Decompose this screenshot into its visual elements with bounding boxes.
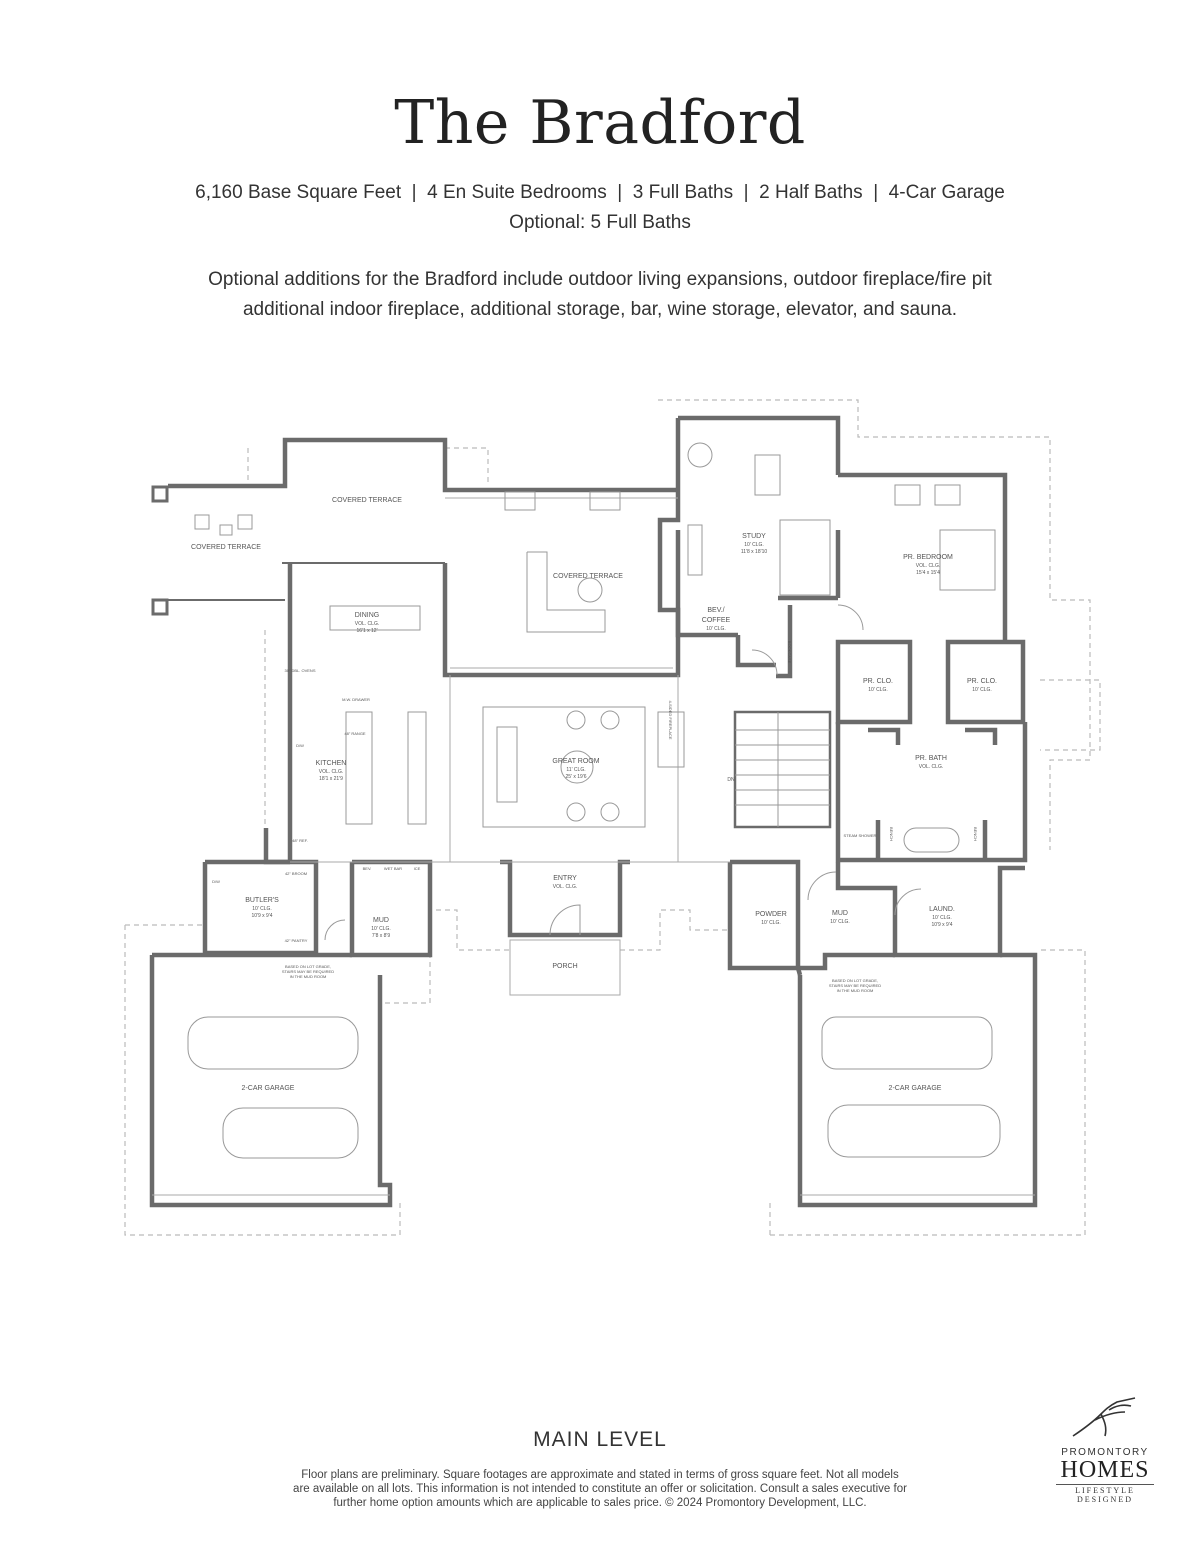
label-entry-clg: VOL. CLG. — [552, 884, 578, 890]
label-ref: 48" REF. — [292, 838, 308, 843]
label-great-room-clg: 11' CLG. — [566, 767, 586, 773]
description-line-1: Optional additions for the Bradford include outdoor living expansions, outdoor fireplace/fire pit — [208, 269, 992, 290]
label-dining: DINING — [354, 612, 380, 619]
disclaimer-line-3: further home option amounts which are applicable to sales price. © 2024 Promontory Development, LLC. — [333, 1497, 867, 1509]
label-pr-bath-clg: VOL. CLG. — [918, 764, 944, 770]
label-covered-terrace-top: COVERED TERRACE — [332, 497, 402, 504]
furniture — [188, 443, 1000, 1158]
label-study-dim: 11'8 x 18'10 — [740, 549, 768, 555]
label-stairs-note-left-1: BASED ON LOT GRADE, — [285, 964, 331, 969]
label-covered-terrace-left: COVERED TERRACE — [191, 544, 261, 551]
label-powder-clg: 10' CLG. — [761, 920, 781, 926]
label-broom: 42" BROOM — [284, 871, 308, 876]
label-bookcase: BOOKCASE — [787, 640, 792, 664]
label-bench-1: BENCH — [889, 826, 894, 842]
label-laundry: LAUND. — [929, 906, 955, 913]
logo-promontory: PROMONTORY — [1061, 1447, 1149, 1458]
label-dining-clg: VOL. CLG. — [354, 621, 380, 627]
label-steam-shower: STEAM SHOWER — [843, 833, 877, 838]
label-butlers-dim: 10'9 x 9'4 — [251, 913, 273, 919]
disclaimer-line-2: are available on all lots. This information is not intended to constitute an offer or solicitation. Consult a sales executive for — [293, 1483, 907, 1495]
room-labels — [191, 497, 997, 1092]
disclaimer — [230, 1468, 970, 1510]
label-great-room-dim: 25' x 19'6 — [565, 774, 587, 780]
label-stairs-note-right-2: STAIRS MAY BE REQUIRED — [828, 983, 882, 988]
specs-line-1: 6,160 Base Square Feet | 4 En Suite Bedrooms | 3 Full Baths | 2 Half Baths | 4-Car Garage — [195, 182, 1005, 203]
label-mud-right: MUD — [832, 910, 848, 917]
label-range: 48" RANGE — [344, 731, 366, 736]
label-stairs-down: DN — [727, 777, 735, 783]
label-kitchen-clg: VOL. CLG. — [318, 769, 344, 775]
label-butlers-dw: D/W — [212, 879, 220, 884]
label-mw-drawer: M.W. DRAWER — [342, 697, 370, 702]
description — [100, 265, 1100, 325]
label-fireplace: 4-SIDED FIREPLACE — [668, 700, 673, 740]
logo-mark-icon — [1065, 1392, 1145, 1440]
label-stairs-note-right-1: BASED ON LOT GRADE, — [832, 978, 878, 983]
label-butlers: BUTLER'S — [245, 897, 279, 904]
label-study: STUDY — [742, 533, 766, 540]
label-ovens: 30" DBL. OVENS — [284, 668, 316, 673]
floor-plan — [0, 380, 1200, 1260]
specs — [0, 178, 1200, 238]
label-mud-left: MUD — [373, 917, 389, 924]
optional-outlines — [125, 400, 1100, 1235]
label-butlers-clg: 10' CLG. — [252, 906, 272, 912]
description-line-2: additional indoor fireplace, additional storage, bar, wine storage, elevator, and sauna. — [242, 299, 958, 320]
label-bench-2: BENCH — [973, 826, 978, 842]
label-pantry: 42" PANTRY — [284, 938, 308, 943]
label-pr-bath: PR. BATH — [915, 755, 947, 762]
label-stairs-note-left-2: STAIRS MAY BE REQUIRED — [281, 969, 335, 974]
label-laundry-dim: 10'9 x 9'4 — [931, 922, 953, 928]
label-mud-right-clg: 10' CLG. — [830, 919, 850, 925]
label-pr-bedroom: PR. BEDROOM — [903, 554, 953, 561]
label-porch: PORCH — [552, 963, 578, 970]
label-powder: POWDER — [755, 911, 787, 918]
label-bev: BEV. — [362, 866, 372, 871]
label-dining-dim: 16'1 x 12' — [356, 628, 378, 634]
label-laundry-clg: 10' CLG. — [932, 915, 952, 921]
label-pr-clo-1: PR. CLO. — [863, 678, 893, 685]
label-mud-left-dim: 7'8 x 8'9 — [371, 933, 391, 939]
plan-title: The Bradford — [394, 88, 806, 158]
label-bev-coffee-2: COFFEE — [701, 617, 731, 624]
label-pr-bedroom-dim: 15'4 x 15'4 — [916, 570, 940, 576]
logo-tagline: LIFESTYLE DESIGNED — [1056, 1484, 1154, 1504]
label-study-clg: 10' CLG. — [744, 542, 764, 548]
label-bev-coffee-clg: 10' CLG. — [706, 626, 726, 632]
label-ice: ICE — [413, 866, 421, 871]
label-stairs-note-right-3: IN THE MUD ROOM — [836, 988, 874, 993]
label-pr-bedroom-clg: VOL. CLG. — [915, 563, 941, 569]
label-garage-left: 2-CAR GARAGE — [241, 1085, 295, 1092]
label-kitchen: KITCHEN — [315, 760, 347, 767]
label-bev-coffee: BEV./ — [707, 607, 725, 614]
label-pr-clo-2: PR. CLO. — [967, 678, 997, 685]
label-kitchen-dim: 18'1 x 21'9 — [319, 776, 343, 782]
door-swings — [325, 605, 921, 940]
label-pr-clo-2-clg: 10' CLG. — [972, 687, 992, 693]
disclaimer-line-1: Floor plans are preliminary. Square footages are approximate and stated in terms of gross square feet. Not all models — [301, 1469, 899, 1481]
label-dw: D/W — [296, 743, 304, 748]
label-garage-right: 2-CAR GARAGE — [888, 1085, 942, 1092]
label-entry: ENTRY — [553, 875, 577, 882]
label-wet-bar: WET BAR — [383, 866, 403, 871]
specs-line-2: Optional: 5 Full Baths — [509, 212, 691, 233]
label-mud-left-clg: 10' CLG. — [371, 926, 391, 932]
label-stairs-note-left-3: IN THE MUD ROOM — [289, 974, 327, 979]
label-pr-clo-1-clg: 10' CLG. — [868, 687, 888, 693]
label-covered-terrace-center: COVERED TERRACE — [553, 573, 623, 580]
promontory-homes-logo — [1050, 1392, 1160, 1542]
logo-homes: HOMES — [1060, 1457, 1150, 1483]
label-great-room: GREAT ROOM — [552, 758, 600, 765]
level-label: MAIN LEVEL — [533, 1428, 667, 1451]
